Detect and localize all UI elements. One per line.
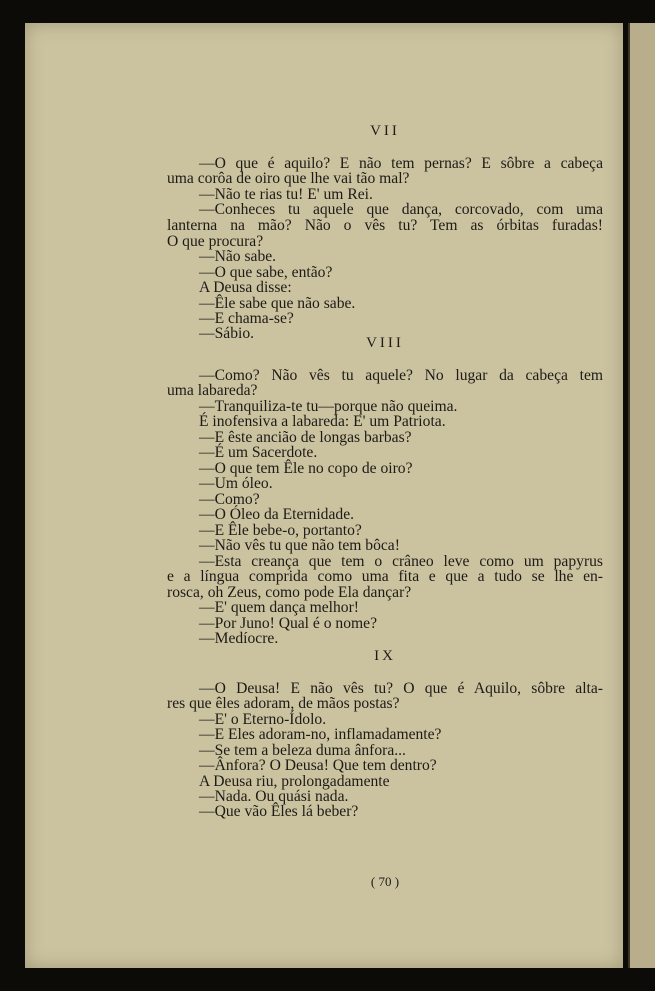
- text-line: —Não te rias tu! E' um Rei.: [199, 186, 373, 203]
- section-heading-vii: VII: [370, 123, 400, 139]
- book-page: [25, 23, 623, 968]
- text-line: —Que vão Êles lá beber?: [199, 803, 359, 820]
- text-line: —Se tem a beleza duma ânfora...: [199, 742, 406, 759]
- text-line: —O Óleo da Eternidade.: [199, 506, 355, 523]
- text-line: —Sábio.: [199, 325, 255, 342]
- text-line: lanterna na mão? Não o vês tu? Tem as órbitas furadas!: [167, 217, 603, 234]
- text-line: —Medíocre.: [199, 630, 279, 647]
- text-line: —Tranquiliza-te tu—porque não queima.: [199, 398, 458, 415]
- adjacent-page-edge: [628, 23, 655, 968]
- page-number: ( 70 ): [370, 874, 400, 889]
- text-line: —Como? Não vês tu aquele? No lugar da cabeça tem: [199, 367, 603, 384]
- text-line: e a língua comprida como uma fita e que a tudo se lhe en-: [167, 568, 603, 585]
- text-line: É inofensiva a labareda: E' um Patriota.: [199, 413, 446, 430]
- text-line: —Nada. Ou quási nada.: [199, 788, 349, 805]
- text-line: uma corôa de oiro que lhe vai tão mal?: [167, 170, 410, 187]
- text-line: —O que é aquilo? E não tem pernas? E sôbre a cabeça: [199, 155, 603, 172]
- text-line: uma labareda?: [167, 382, 258, 399]
- text-line: rosca, oh Zeus, como pode Ela dançar?: [167, 584, 412, 601]
- text-line: —É um Sacerdote.: [199, 444, 318, 461]
- text-line: —E chama-se?: [199, 310, 294, 327]
- text-line: A Deusa disse:: [199, 279, 292, 296]
- text-line: —O que sabe, então?: [199, 264, 333, 281]
- text-line: —Ânfora? O Deusa! Que tem dentro?: [199, 757, 437, 774]
- text-line: —Esta creança que tem o crâneo leve como um papyrus: [199, 553, 603, 570]
- text-line: —E êste ancião de longas barbas?: [199, 429, 412, 446]
- section-heading-viii: VIII: [366, 335, 404, 351]
- text-line: —O Deusa! E não vês tu? O que é Aquilo, sôbre alta-: [199, 680, 603, 697]
- text-line: —Como?: [199, 491, 260, 508]
- text-line: —Conheces tu aquele que dança, corcovado, com uma: [199, 201, 603, 218]
- text-line: —Êle sabe que não sabe.: [199, 295, 356, 312]
- text-line: —E' o Eterno-Ídolo.: [199, 711, 327, 728]
- text-line: —Não sabe.: [199, 248, 277, 265]
- text-line: —E Eles adoram-no, inflamadamente?: [199, 726, 442, 743]
- text-line: —Não vês tu que não tem bôca!: [199, 537, 400, 554]
- text-line: —Um óleo.: [199, 475, 273, 492]
- text-line: A Deusa riu, prolongadamente: [199, 773, 390, 790]
- text-line: —E' quem dança melhor!: [199, 599, 359, 616]
- text-line: O que procura?: [167, 233, 264, 250]
- text-line: —O que tem Êle no copo de oiro?: [199, 460, 413, 477]
- text-line: —E Êle bebe-o, portanto?: [199, 522, 362, 539]
- text-line: —Por Juno! Qual é o nome?: [199, 615, 377, 632]
- text-line: res que êles adoram, de mãos postas?: [167, 695, 400, 712]
- section-heading-ix: IX: [374, 648, 396, 664]
